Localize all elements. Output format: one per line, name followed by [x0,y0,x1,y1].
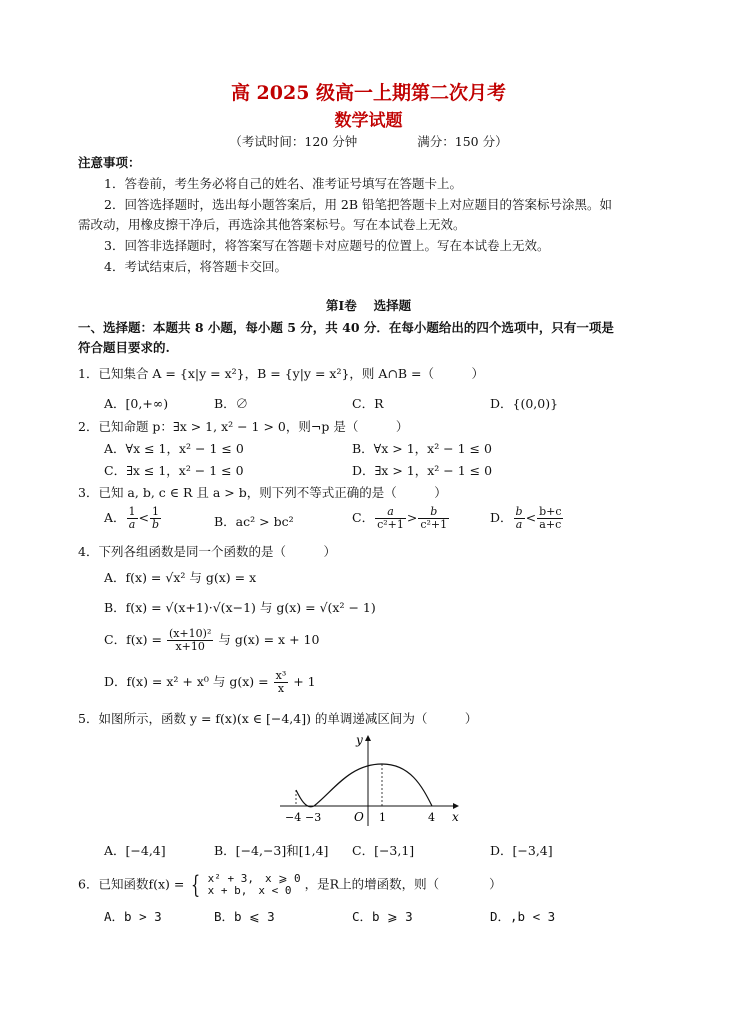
q3-option-a-label: A． [104,510,126,525]
q1-option-a: A．[0,+∞) [104,396,169,411]
q4-stem: 4．下列各组函数是同一个函数的是（ ） [78,544,336,559]
q5-option-b: B．[−4,−3]和[1,4] [214,843,329,858]
q2-option-d: D．∃x > 1，x² − 1 ≤ 0 [352,463,493,478]
q4-option-d-tail: + 1 [293,674,316,689]
q1-stem: 1．已知集合 A = {x|y = x²}，B = {y|y = x²}，则 A∩B =（ ） [78,366,485,381]
q6-stem-pre: 6．已知函数f(x) = [78,876,185,892]
exam-time: （考试时间：120 分钟 [229,134,358,149]
piecewise-cases [208,873,301,897]
q4-option-d: D．f(x) = x² + x⁰ 与 g(x) = $\frac{\text{x³}}{x}$ + 1 [104,669,316,695]
full-score: 满分：150 分） [417,134,508,149]
q1-option-d: D．{(0,0)} [490,396,559,411]
x-axis-label: x [452,810,459,824]
section-intro: 符合题目要求的. [78,340,170,355]
note-item: 4．考试结束后，将答题卡交回。 [104,259,287,274]
q2-stem: 2．已知命题 p：∃x > 1, x² − 1 > 0，则¬p 是（ ） [78,419,409,434]
q4-option-c: C．f(x) = $\frac{\text{(x+10)²}}{x+10}$ 与 g(x) = x + 10 [104,627,320,653]
q3-option-a: A． $\frac{1}{a}$ < $\frac{1}{b}$ [104,505,160,531]
tick-label: −3 [305,811,322,824]
q4-option-d-label: D．f(x) = x² + x⁰ 与 g(x) = [104,674,269,689]
q1-option-b: B．∅ [214,396,249,411]
section-intro: 一、选择题：本题共 8 小题，每小题 5 分，共 40 分．在每小题给出的四个选项中，只有一项是 [78,320,614,335]
tick-label: 1 [379,811,386,824]
q6-option-a: A．b > 3 [104,909,162,924]
q3-option-c: C． $\frac{a}{\text{c²+1}}$ > $\frac{b}{\text{c²+1}}$ [352,505,448,531]
q3-option-d-label: D． [490,510,513,525]
q1-option-c: C．R [352,396,384,411]
q2-option-c: C．∃x ≤ 1，x² − 1 ≤ 0 [104,463,244,478]
q5-option-c: C．[−3,1] [352,843,415,858]
notes-heading: 注意事项： [78,155,141,170]
tick-label: −4 [285,811,302,824]
piecewise-brace: { [191,871,201,899]
y-axis-label: y [356,733,363,747]
q3-option-d: D． $\frac{b}{a}$ < $\frac{b+c}{a+c}$ [490,505,562,531]
note-item: 1．答卷前，考生务必将自己的姓名、准考证号填写在答题卡上。 [104,176,462,191]
q4-option-b: B．f(x) = √(x+1)·√(x−1) 与 g(x) = √(x² − 1) [104,600,376,615]
q4-option-a: A．f(x) = √x² 与 g(x) = x [104,570,257,585]
q4-option-c-label: C．f(x) = [104,632,162,647]
q6-option-c: C．b ⩾ 3 [352,909,413,924]
q5-stem: 5．如图所示，函数 y = f(x)(x ∈ [−4,4]) 的单调递减区间为（ ） [78,711,478,726]
note-item: 3．回答非选择题时，将答案写在答题卡对应题号的位置上。写在本试卷上无效。 [104,238,550,253]
q3-stem: 3．已知 a, b, c ∈ R 且 a > b，则下列不等式正确的是（ ） [78,485,447,500]
q2-option-a: A．∀x ≤ 1，x² − 1 ≤ 0 [104,441,244,456]
q3-option-c-label: C． [352,510,375,525]
tick-label: 4 [428,811,435,824]
function-graph [270,730,470,828]
function-curve [296,764,432,807]
exam-subtitle: 数学试题 [334,111,403,131]
piecewise-case: x + b, x < 0 [207,884,292,897]
note-item: 需改动，用橡皮擦干净后，再选涂其他答案标号。写在本试卷上无效。 [78,217,466,232]
piecewise-case: x² + 3, x ⩾ 0 [207,872,301,885]
note-item: 2．回答选择题时，选出每小题答案后，用 2B 铅笔把答题卡上对应题目的答案标号涂黑。如 [104,197,613,212]
q6-option-b: B．b ⩽ 3 [214,909,275,924]
q6-stem [78,873,502,897]
section-title: 第Ⅰ卷 选择题 [325,298,412,313]
q3-option-b: B．ac² > bc² [214,514,294,529]
exam-title: 高 2025 级高一上期第二次月考 [230,82,507,104]
q6-stem-post: ，是R上的增函数，则（ ） [304,876,502,892]
q4-option-c-tail: 与 g(x) = x + 10 [218,632,320,647]
q6-option-d: D．,b < 3 [490,909,556,924]
q5-option-d: D．[−3,4] [490,843,553,858]
origin-label: O [354,810,364,824]
q2-option-b: B．∀x > 1，x² − 1 ≤ 0 [352,441,492,456]
exam-meta [0,132,737,150]
q5-option-a: A．[−4,4] [104,843,166,858]
